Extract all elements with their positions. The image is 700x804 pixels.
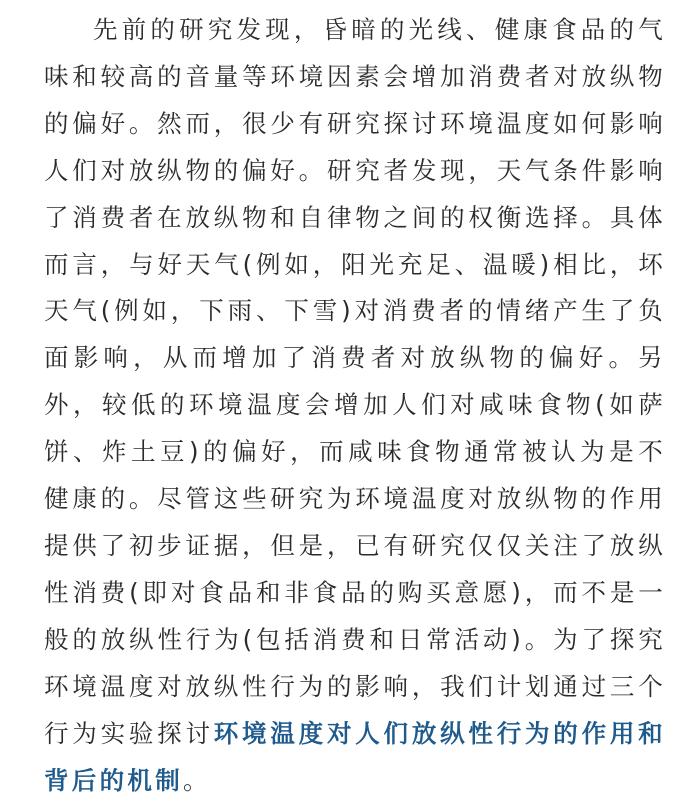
paragraph-text: 先前的研究发现，昏暗的光线、健康食品的气味和较高的音量等环境因素会增加消费者对放纵物的偏好。然而，很少有研究探讨环境温度如何影响人们对放纵物的偏好。研究者发现，天气条件影响了消费者在放纵物和自律物之间的权衡选择。具体而言，与好天气(例如，阳光充足、温暖)相比，坏天气(例如，下雨、下雪)对消费者的情绪产生了负面影响，从而增加了消费者对放纵物的偏好。另外，较低的环境温度会增加人们对咸味食物(如萨饼、炸土豆)的偏好，而咸味食物通常被认为是不健康的。尽管这些研究为环境温度对放纵物的作用提供了初步证据，但是，已有研究仅仅关注了放纵性消费(即对食品和非食品的购买意愿)，而不是一般的放纵性行为(包括消费和日常活动)。为了探究环境温度对放纵性行为的影响，我们计划通过三个行为实验探讨: [44, 15, 666, 748]
paragraph-ending: 。: [183, 765, 211, 795]
highlighted-phrase: 环境温度对人们放纵性行为的作用和背后的机制: [44, 718, 666, 795]
article-paragraph: [44, 7, 666, 804]
